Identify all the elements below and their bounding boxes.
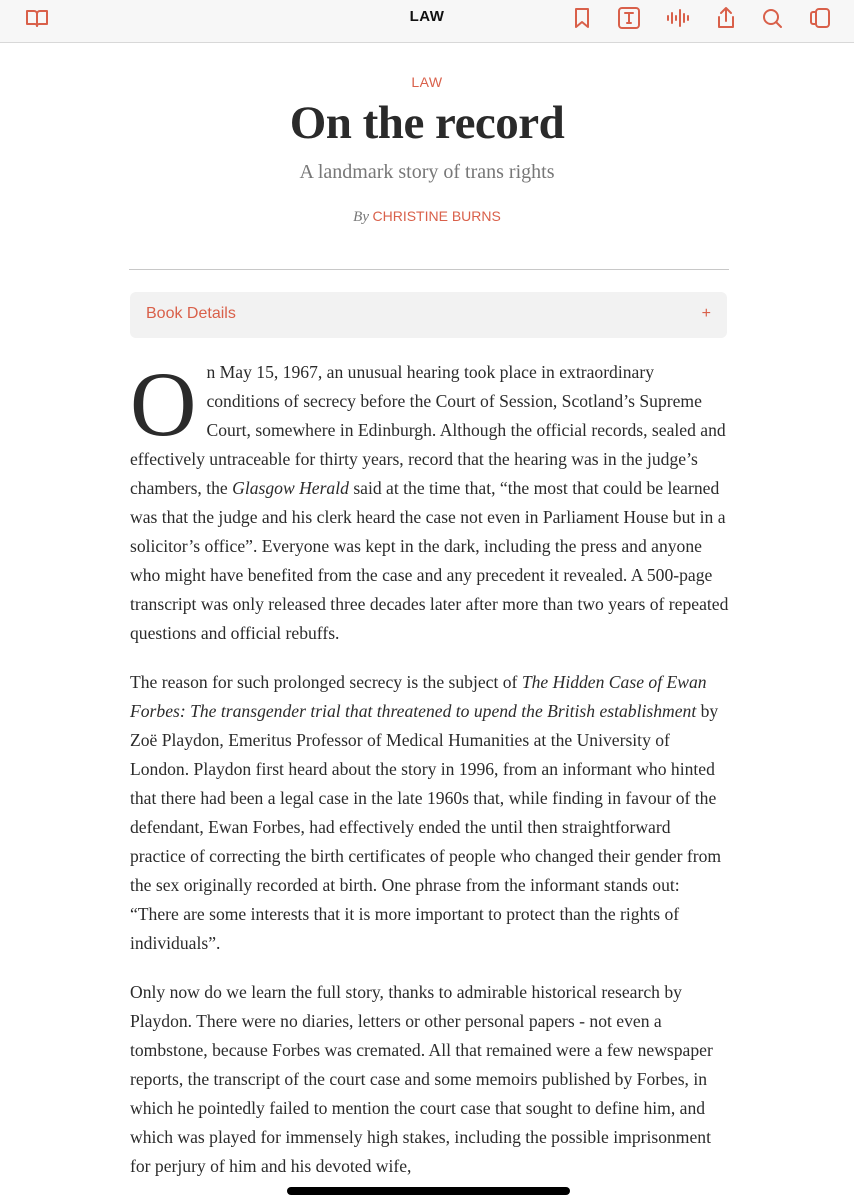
- section-title: LAW: [409, 8, 445, 25]
- article-body: [130, 353, 730, 1200]
- home-indicator[interactable]: [287, 1187, 570, 1195]
- paragraph: On May 15, 1967, an unusual hearing took place in extraordinary conditions of secrecy before the Court of Session, Scotland’s Supreme Court, somewhere in Edinburgh. Although the official records, sealed and effectively untraceable for thirty years, record that the hearing was in the judge’s chambers, the Glasgow Herald said at the time that, “the most that could be learned was that the judge and his clerk heard the case not even in Parliament House but in a solicitor’s office”. Everyone was kept in the dark, including the press and anyone who might have benefited from the case and any precedent it revealed. A 500-page transcript was only released three decades later after more than two years of repeated questions and official rebuffs.: [130, 353, 729, 643]
- divider: [129, 269, 729, 270]
- search-icon[interactable]: [760, 6, 784, 30]
- book-details-toggle[interactable]: [130, 292, 727, 338]
- text-format-icon[interactable]: [617, 6, 641, 30]
- byline: [0, 208, 854, 226]
- tabs-icon[interactable]: [808, 6, 832, 30]
- article-subtitle: A landmark story of trans rights: [299, 161, 555, 183]
- byline-by: By: [353, 209, 369, 225]
- author-link[interactable]: CHRISTINE BURNS: [372, 208, 501, 224]
- paragraph: The reason for such prolonged secrecy is the subject of The Hidden Case of Ewan Forbes: The transgender trial that threatened to upend the British establishment by Zoë Playdon, Emeritus Professor of Medical Humanities at the University of London. Playdon first heard about the story in 1996, from an informant who hinted that there had been a legal case in the late 1960s that, while finding in favour of the defendant, Ewan Forbes, had effectively ended the until then straightforward practice of correcting the birth certificates of people who changed their gender from the sex originally recorded at birth. One phrase from the informant stands out: “There are some interests that it is more important to protect than the rights of individuals”.: [130, 672, 722, 953]
- share-icon[interactable]: [714, 6, 738, 30]
- audio-icon[interactable]: [666, 6, 690, 30]
- expand-icon[interactable]: +: [701, 305, 711, 322]
- top-toolbar: [0, 0, 854, 43]
- paragraph: Only now do we learn the full story, thanks to admirable historical research by Playdon. There were no diaries, letters or other personal papers - not even a tombstone, because Forbes was cremated. All that remained were a few newspaper reports, the transcript of the court case and some memoirs published by Forbes, in which he pointedly failed to mention the court case that sought to define him, and which was played for immensely high stakes, including the possible imprisonment for perjury of him and his devoted wife,: [130, 982, 713, 1176]
- bookmark-icon[interactable]: [570, 6, 594, 30]
- article-title: On the record: [289, 97, 565, 149]
- book-details-label: Book Details: [146, 305, 236, 322]
- drop-cap: O: [130, 353, 197, 455]
- article-kicker[interactable]: LAW: [411, 74, 443, 90]
